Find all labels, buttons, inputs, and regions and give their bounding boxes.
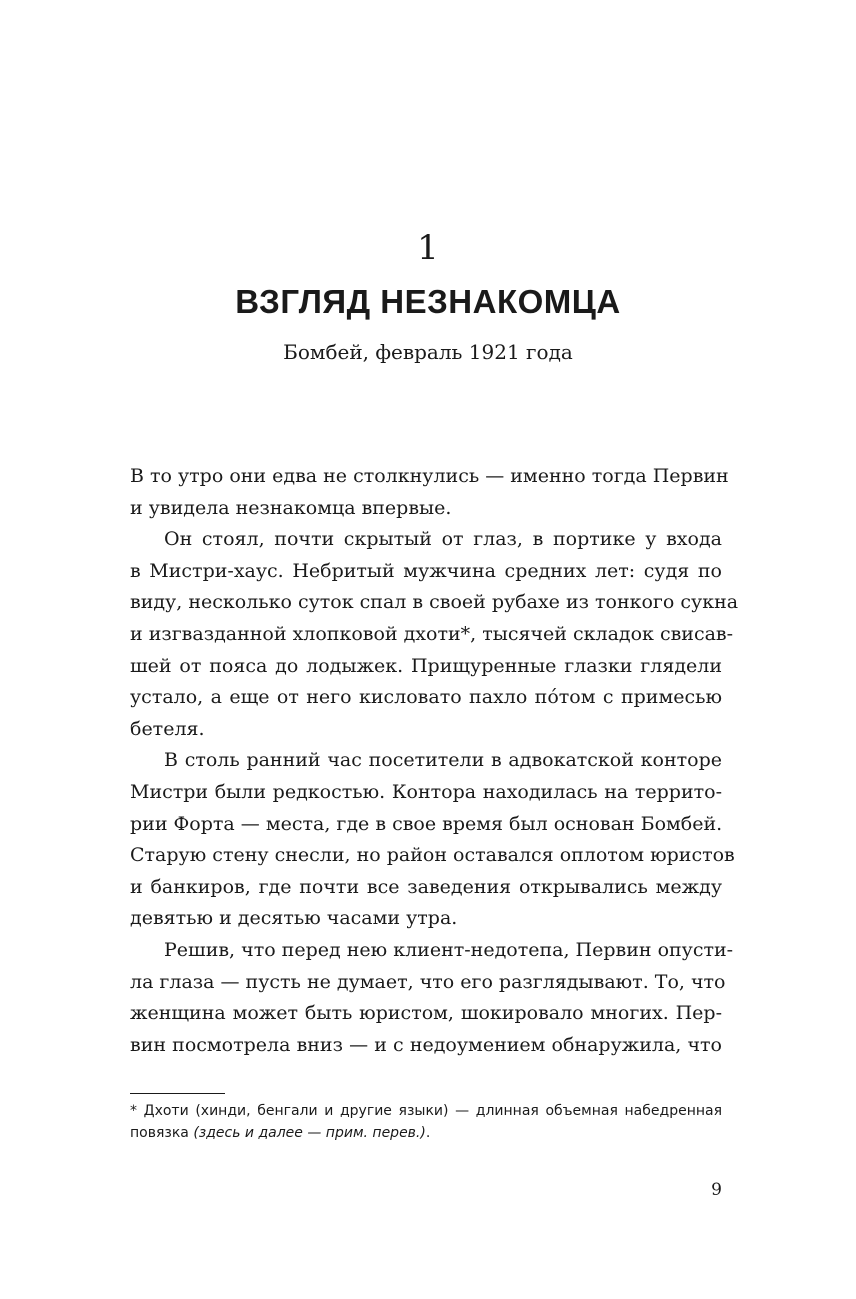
- text-line: ла глаза — пусть не думает, что его разглядывают. То, что: [130, 970, 726, 993]
- text-line: В то утро они едва не столкнулись — именно тогда Первин: [130, 465, 729, 487]
- text-line: В столь ранний час посетители в адвокатской конторе: [164, 749, 722, 772]
- footnote-text: повязка: [130, 1125, 194, 1141]
- footnote-divider: [130, 1093, 225, 1094]
- text-line: рии Форта — места, где в свое время был основан Бомбей.: [130, 812, 723, 835]
- text-line: женщина может быть юристом, шокировало многих. Пер-: [130, 1002, 722, 1025]
- footnote-line: [130, 1122, 722, 1144]
- text-line: и изгвазданной хлопковой дхоти*, тысячей складок свисав-: [130, 622, 734, 645]
- text-line: девятью и десятью часами утра.: [130, 907, 458, 930]
- text-line: вин посмотрела вниз — и с недоумением обнаружила, что: [130, 1033, 722, 1056]
- footnote-note: (здесь и далее — прим. перев.): [193, 1125, 426, 1141]
- text-line: Решив, что перед нею клиент-недотепа, Первин опусти-: [164, 938, 734, 961]
- text-line: бетеля.: [130, 717, 205, 740]
- text-line: устало, а еще от него кисловато пахло пóтом с примесью: [130, 686, 722, 709]
- text-line: виду, несколько суток спал в своей рубахе из тонкого сукна: [130, 591, 739, 614]
- text-line: и увидела незнакомца впервые.: [130, 496, 452, 519]
- body-text: [130, 461, 739, 1061]
- chapter-title: ВЗГЛЯД НЕЗНАКОМЦА: [235, 283, 621, 320]
- text-line: Старую стену снесли, но район оставался оплотом юристов: [130, 844, 735, 867]
- chapter-subtitle: Бомбей, февраль 1921 года: [283, 340, 573, 364]
- text-line: шей от пояса до лодыжек. Прищуренные глазки глядели: [130, 654, 722, 677]
- page-number: 9: [711, 1180, 722, 1200]
- footnote: [130, 1100, 722, 1144]
- chapter-number: 1: [417, 228, 439, 268]
- text-line: и банкиров, где почти все заведения открывались между: [130, 875, 722, 898]
- text-line: Он стоял, почти скрытый от глаз, в портике у входа: [164, 528, 722, 551]
- footnote-period: .: [425, 1125, 431, 1141]
- text-line: в Мистри-хаус. Небритый мужчина средних лет: судя по: [130, 559, 722, 582]
- text-line: Мистри были редкостью. Контора находилась на террито-: [130, 780, 722, 803]
- footnote-line: * Дхоти (хинди, бенгали и другие языки) — длинная объемная набедренная: [130, 1103, 722, 1119]
